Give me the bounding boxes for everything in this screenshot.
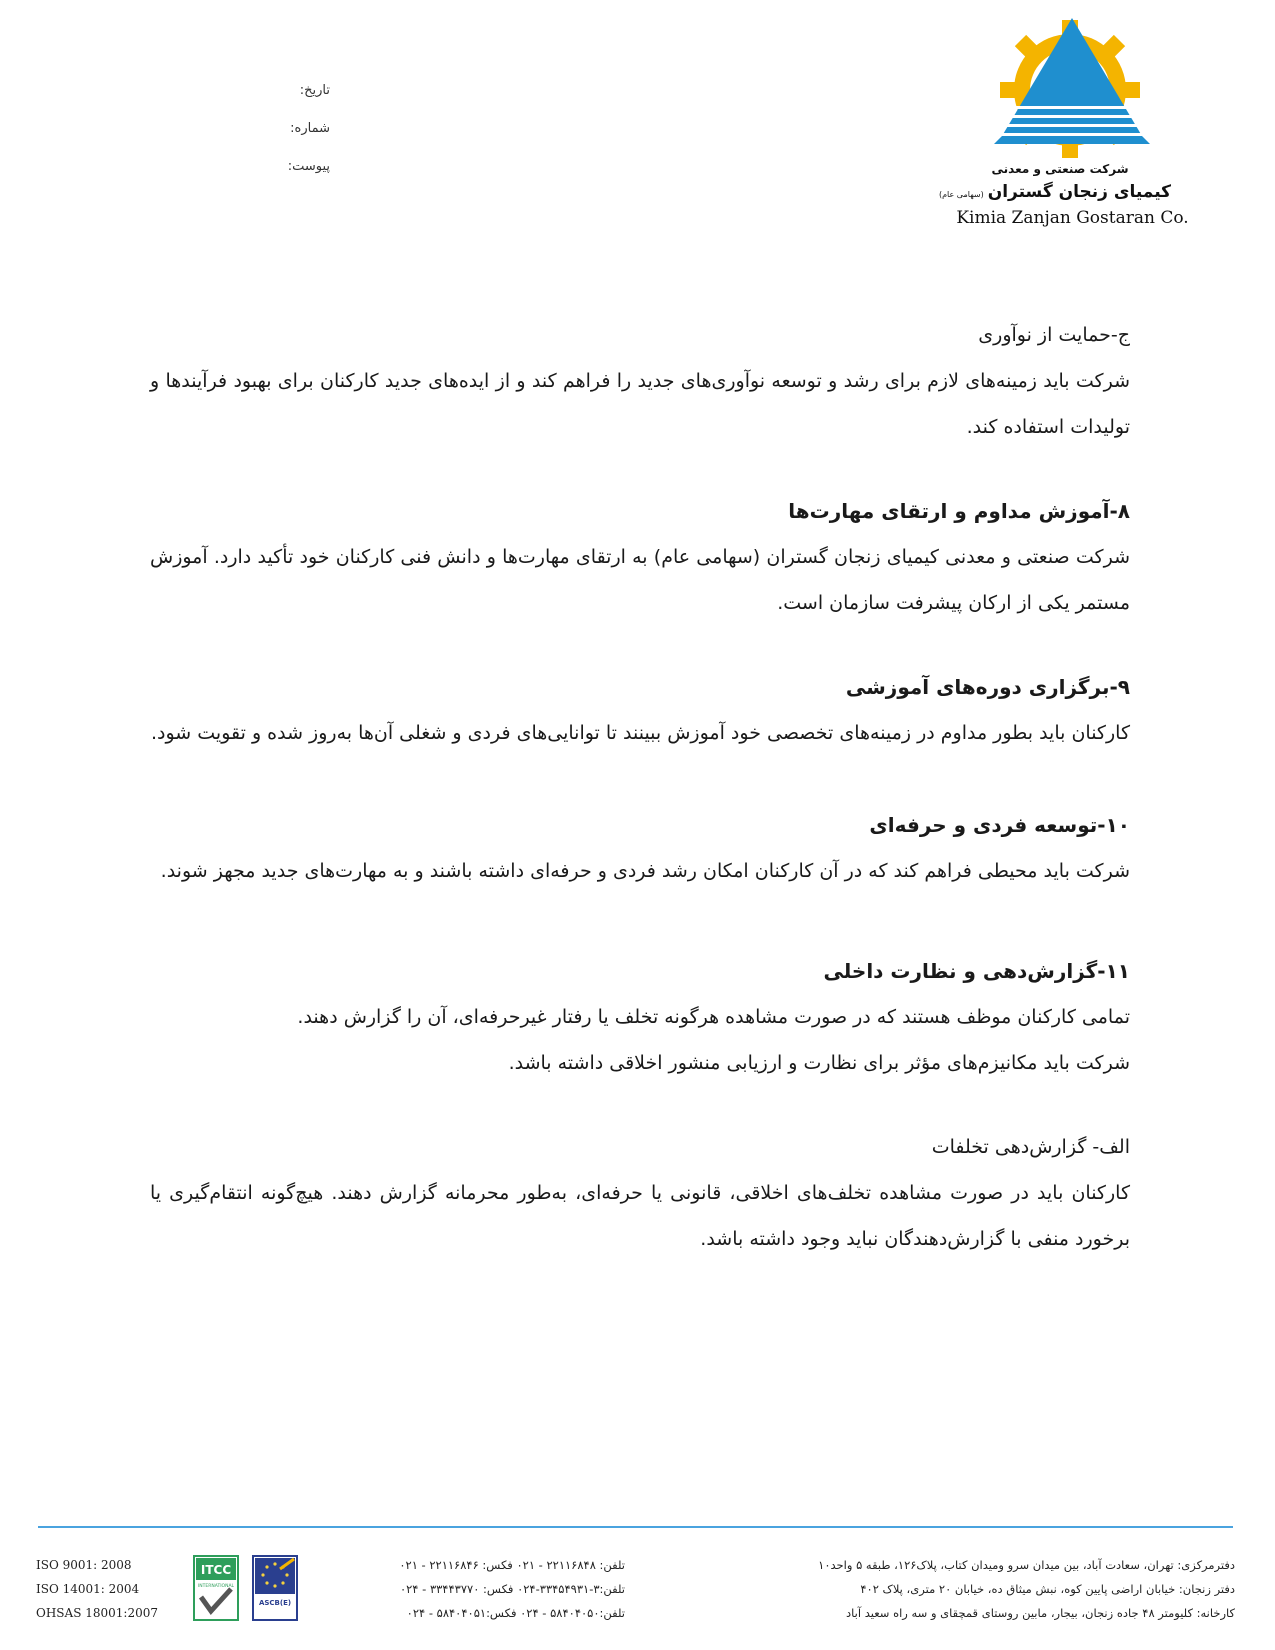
company-logo [990,18,1175,158]
company-subtitle: شرکت صنعتی و معدنی [991,162,1129,176]
section-11-line-2: شرکت باید مکانیزم‌های مؤثر برای نظارت و ارزیابی منشور اخلاقی داشته باشد. [508,1052,1130,1074]
document-body [150,312,1130,1262]
itcc-badge [193,1555,239,1621]
phone-line-factory: تلفن:۵۸۴۰۴۰۵۰ - ۰۲۴ فکس:۵۸۴۰۴۰۵۱ - ۰۲۴ [406,1606,625,1620]
number-label: شماره: [290,121,330,136]
itcc-text: ITCC [200,1563,232,1577]
section-9-heading: ۹-برگزاری دوره‌های آموزشی [845,675,1130,699]
gear-pyramid-logo-icon [990,18,1175,158]
section-11-heading: ۱۱-گزارش‌دهی و نظارت داخلی [823,959,1130,983]
section-8-paragraph: شرکت صنعتی و معدنی کیمیای زنجان گستران (سهامی عام) به ارتقای مهارت‌ها و دانش فنی کارکنان خود تأکید دارد. آموزش مستمر یکی از ارکان پیشرفت سازمان است. [150,546,1130,614]
itcc-certification-icon [193,1555,239,1621]
footer-phones [305,1553,625,1625]
section-11a-paragraph: کارکنان باید در صورت مشاهده تخلف‌های اخلاقی، قانونی یا حرفه‌ای، به‌طور محرمانه گزارش دهند. هیچ‌گونه انتقام‌گیری یا برخورد منفی با گزارش‌دهندگان نباید وجود داشته باشد. [150,1182,1130,1250]
section-8-heading: ۸-آموزش مداوم و ارتقای مهارت‌ها [788,499,1130,523]
address-zanjan: دفتر زنجان: خیابان اراضی پایین کوه، نبش میثاق ده، خیابان ۲۰ متری، پلاک ۴۰۲ [860,1582,1235,1596]
section-11-line-1: تمامی کارکنان موظف هستند که در صورت مشاهده هرگونه تخلف یا رفتار غیرحرفه‌ای، آن را گزارش دهند. [297,1006,1130,1028]
iso-certifications [36,1553,196,1625]
innovation-heading: ج-حمایت از نوآوری [978,324,1130,346]
ascb-accreditation-icon [252,1555,298,1621]
iso-9001: ISO 9001: 2008 [36,1558,132,1572]
company-name-text: کیمیای زنجان گستران [987,182,1172,202]
section-10-paragraph: شرکت باید محیطی فراهم کند که در آن کارکنان امکان رشد فردی و حرفه‌ای داشته باشند و به مهارت‌های جدید مجهز شوند. [160,860,1130,882]
letter-meta-fields [200,80,330,194]
section-11a-heading: الف- گزارش‌دهی تخلفات [931,1136,1130,1158]
attachment-label: پیوست: [287,159,330,174]
iso-14001: ISO 14001: 2004 [36,1582,140,1596]
itcc-sub-text: INTERNATIONAL [197,1584,235,1589]
company-name-english: Kimia Zanjan Gostaran Co. [956,208,1189,228]
date-label: تاریخ: [299,83,330,98]
ascb-text: ASCB(E) [258,1599,292,1607]
footer-divider [38,1526,1233,1528]
company-public-tag: (سهامی عام) [938,190,984,199]
ascb-badge [252,1555,298,1621]
company-name [930,182,1180,202]
address-tehran: دفترمرکزی: تهران، سعادت آباد، بین میدان سرو ومیدان کتاب، پلاک۱۲۶، طبقه ۵ واحد۱۰ [818,1558,1235,1572]
address-factory: کارخانه: کلیومتر ۴۸ جاده زنجان، بیجار، مابین روستای قمچقای و سه راه سعید آباد [846,1606,1235,1620]
phone-line-tehran: تلفن: ۲۲۱۱۶۸۴۸ - ۰۲۱ فکس: ۲۲۱۱۶۸۴۶ - ۰۲۱ [399,1558,625,1572]
footer-addresses [640,1553,1235,1625]
innovation-paragraph: شرکت باید زمینه‌های لازم برای رشد و توسعه نوآوری‌های جدید را فراهم کند و از ایده‌های جدید کارکنان برای بهبود فرآیندها و تولیدات استفاده کند. [150,370,1130,438]
section-9-paragraph: کارکنان باید بطور مداوم در زمینه‌های تخصصی خود آموزش ببینند تا توانایی‌های فردی و شغلی آن‌ها به‌روز شده و تقویت شود. [150,722,1130,744]
ohsas-18001: OHSAS 18001:2007 [36,1606,158,1620]
phone-line-zanjan: تلفن:۳-۳۳۴۵۴۹۳۱-۰۲۴ فکس: ۳۳۴۴۳۷۷۰ - ۰۲۴ [399,1582,625,1596]
section-10-heading: ۱۰-توسعه فردی و حرفه‌ای [869,813,1130,837]
